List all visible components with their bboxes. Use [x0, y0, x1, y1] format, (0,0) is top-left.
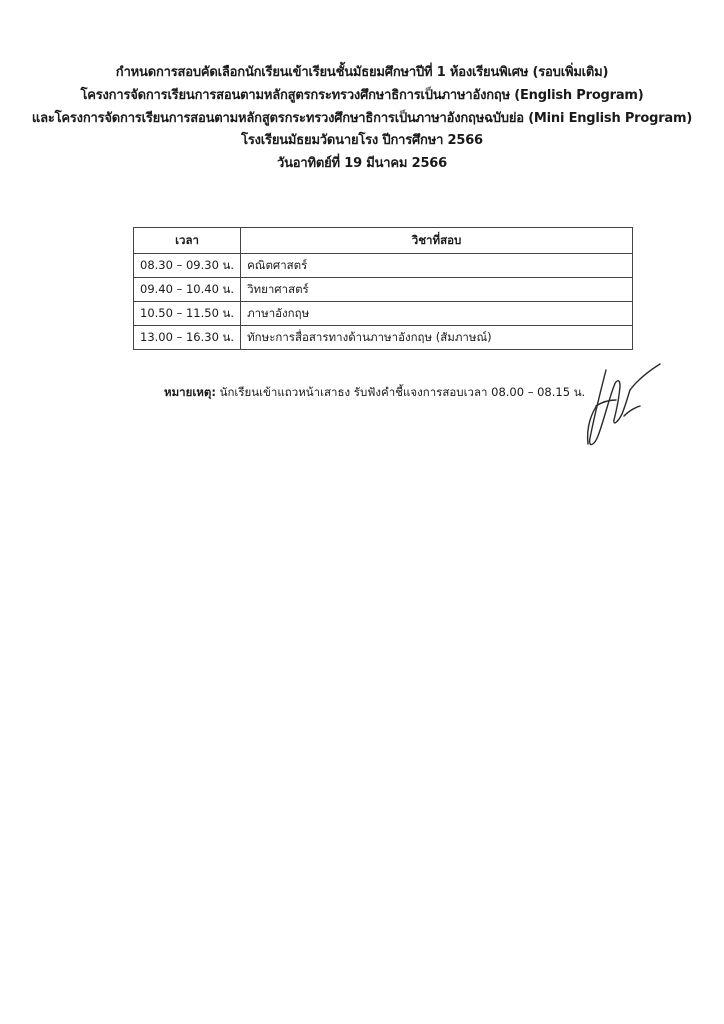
table-header-row — [134, 228, 633, 254]
table-row — [134, 278, 633, 302]
remark — [164, 384, 585, 402]
signature-image — [568, 356, 668, 456]
heading-program-mep: และโครงการจัดการเรียนการสอนตามหลักสูตรกระทรวงศึกษาธิการเป็นภาษาอังกฤษฉบับย่อ (Mini English Program) — [31, 110, 693, 126]
row-time: 13.00 – 16.30 น. — [134, 326, 241, 350]
remark-label: หมายเหตุ: — [164, 385, 216, 399]
header-time: เวลา — [134, 228, 241, 254]
row-subject: ทักษะการสื่อสารทางด้านภาษาอังกฤษ (สัมภาษณ์) — [241, 326, 633, 350]
row-subject: คณิตศาสตร์ — [241, 254, 633, 278]
exam-schedule-table — [133, 227, 633, 350]
header-subject: วิชาที่สอบ — [241, 228, 633, 254]
row-subject: ภาษาอังกฤษ — [241, 302, 633, 326]
heading-title: กำหนดการสอบคัดเลือกนักเรียนเข้าเรียนชั้นมัธยมศึกษาปีที่ 1 ห้องเรียนพิเศษ (รอบเพิ่มเติม) — [115, 65, 609, 80]
row-time: 10.50 – 11.50 น. — [134, 302, 241, 326]
heading-program-ep: โครงการจัดการเรียนการสอนตามหลักสูตรกระทรวงศึกษาธิการเป็นภาษาอังกฤษ (English Program) — [80, 87, 644, 103]
table-row — [134, 326, 633, 350]
heading-exam-date: วันอาทิตย์ที่ 19 มีนาคม 2566 — [277, 156, 447, 172]
row-time: 08.30 – 09.30 น. — [134, 254, 241, 278]
heading-school-year: โรงเรียนมัธยมวัดนายโรง ปีการศึกษา 2566 — [241, 133, 483, 149]
row-time: 09.40 – 10.40 น. — [134, 278, 241, 302]
table-row — [134, 254, 633, 278]
table-row — [134, 302, 633, 326]
remark-text: นักเรียนเข้าแถวหน้าเสาธง รับฟังคำชี้แจงการสอบเวลา 08.00 – 08.15 น. — [215, 385, 586, 399]
row-subject: วิทยาศาสตร์ — [241, 278, 633, 302]
document-heading — [0, 62, 724, 176]
